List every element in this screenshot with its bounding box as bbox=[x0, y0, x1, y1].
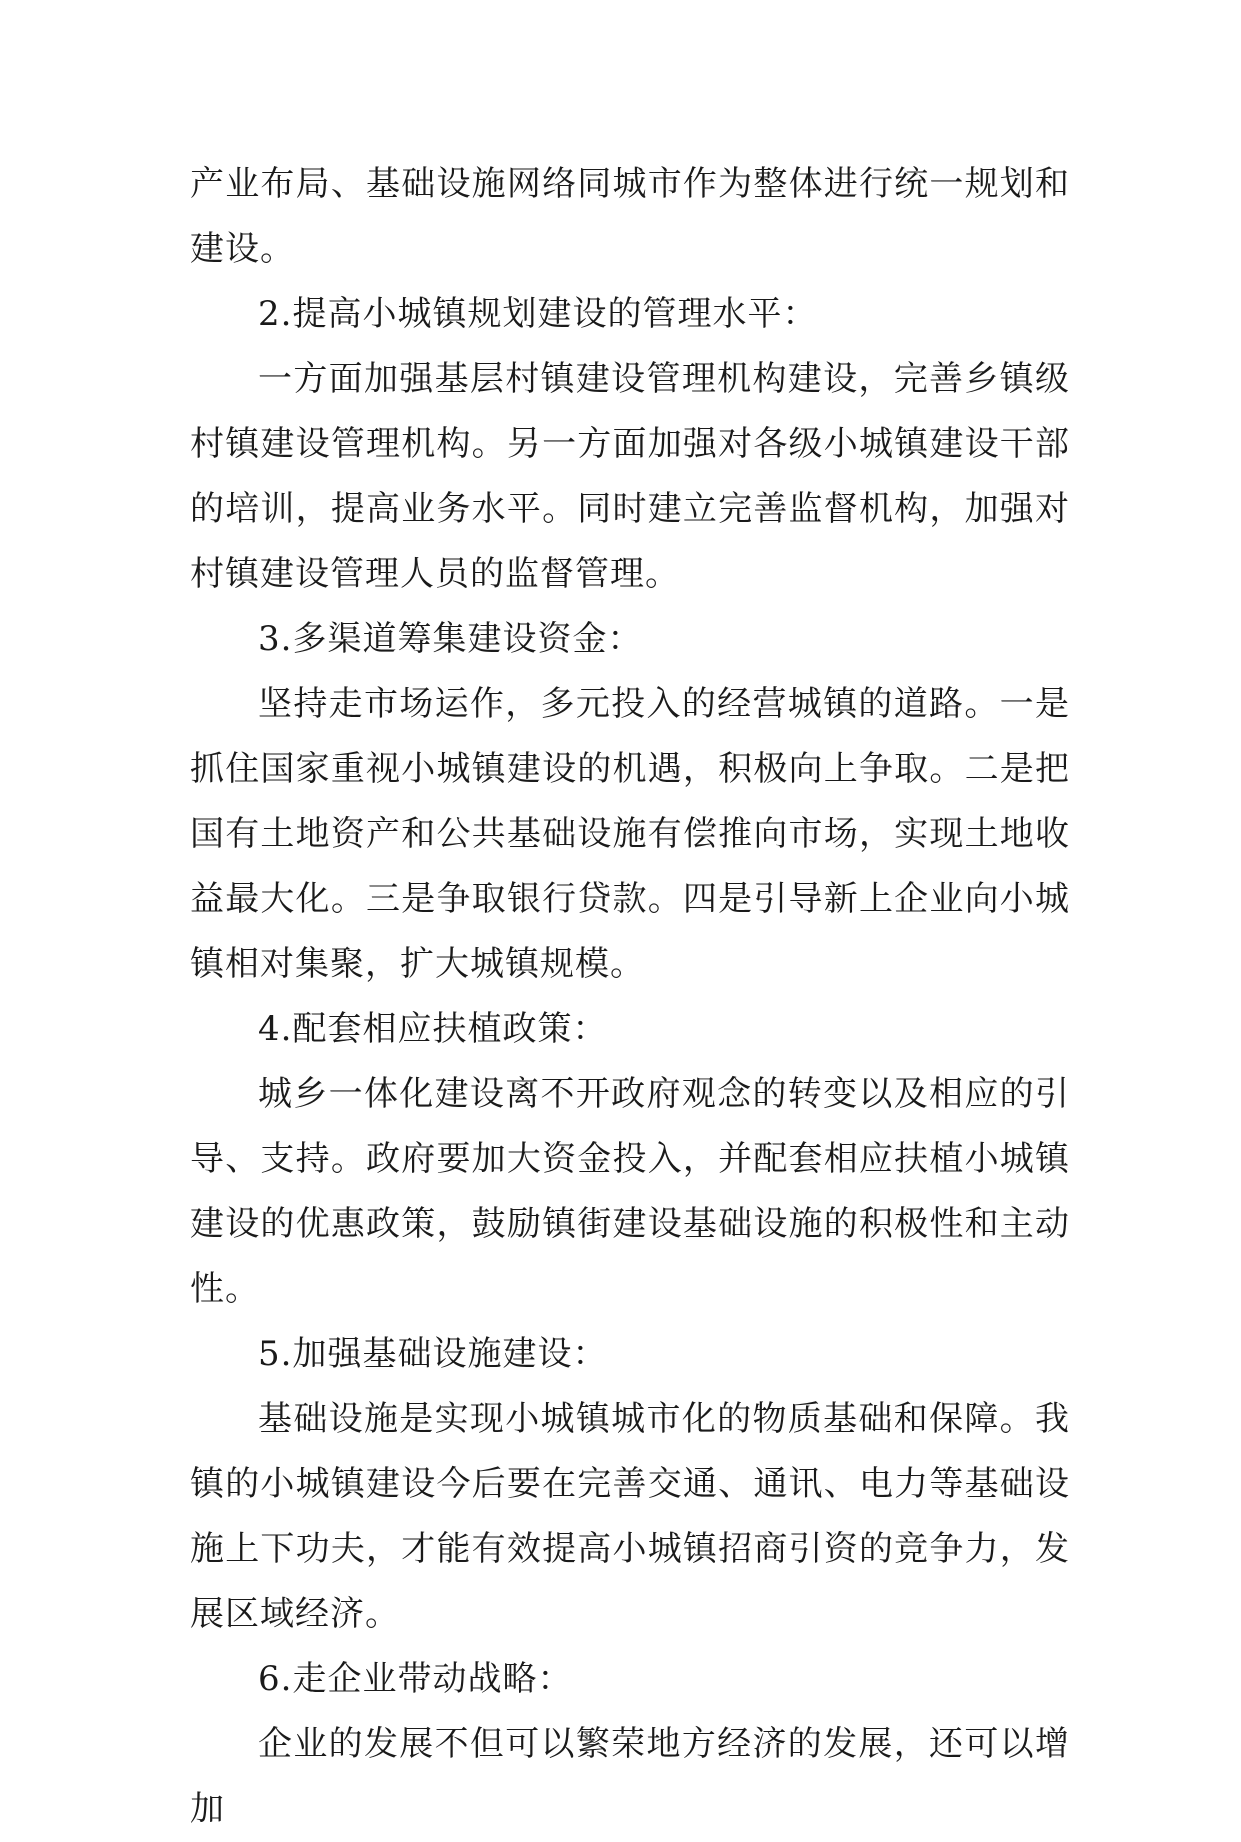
paragraph-management: 一方面加强基层村镇建设管理机构建设，完善乡镇级村镇建设管理机构。另一方面加强对各级小城镇建设干部的培训，提高业务水平。同时建立完善监督机构，加强对村镇建设管理人员的监督管理。 bbox=[190, 359, 1070, 594]
paragraph-policy: 城乡一体化建设离不开政府观念的转变以及相应的引导、支持。政府要加大资金投入，并配套相应扶植小城镇建设的优惠政策，鼓励镇街建设基础设施的积极性和主动性。 bbox=[190, 1074, 1070, 1309]
section-heading-4: 4.配套相应扶植政策： bbox=[258, 1009, 608, 1049]
paragraph-funding: 坚持走市场运作，多元投入的经营城镇的道路。一是抓住国家重视小城镇建设的机遇，积极向上争取。二是把国有土地资产和公共基础设施有偿推向市场，实现土地收益最大化。三是争取银行贷款。四是引导新上企业向小城镇相对集聚，扩大城镇规模。 bbox=[190, 684, 1070, 984]
document-body bbox=[190, 152, 1070, 1842]
paragraph-enterprise: 企业的发展不但可以繁荣地方经济的发展，还可以增加 bbox=[190, 1724, 1070, 1829]
section-heading-5: 5.加强基础设施建设： bbox=[258, 1334, 608, 1374]
section-heading-2: 2.提高小城镇规划建设的管理水平： bbox=[258, 294, 818, 334]
section-heading-6: 6.走企业带动战略： bbox=[258, 1659, 573, 1699]
paragraph-infrastructure: 基础设施是实现小城镇城市化的物质基础和保障。我镇的小城镇建设今后要在完善交通、通讯、电力等基础设施上下功夫，才能有效提高小城镇招商引资的竞争力，发展区域经济。 bbox=[190, 1399, 1070, 1634]
section-heading-3: 3.多渠道筹集建设资金： bbox=[258, 619, 643, 659]
paragraph-continuation: 产业布局、基础设施网络同城市作为整体进行统一规划和建设。 bbox=[190, 164, 1070, 269]
